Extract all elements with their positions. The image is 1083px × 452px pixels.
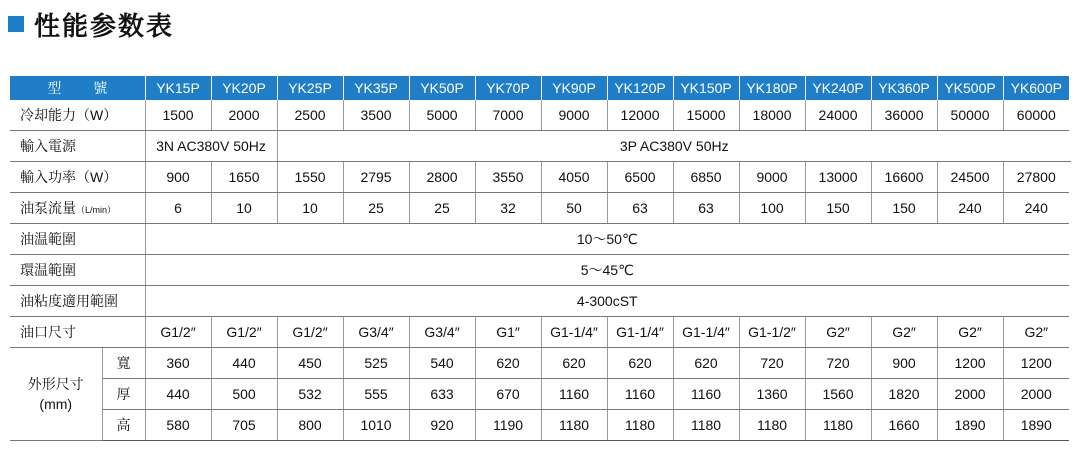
table-cell: 1180 [739,410,805,441]
model-header: YK25P [277,76,343,100]
table-cell: G1″ [475,317,541,348]
table-cell: G1/2″ [277,317,343,348]
model-header: YK70P [475,76,541,100]
table-cell: 440 [211,348,277,379]
cooling-capacity-row [10,100,1071,131]
table-cell: 900 [145,162,211,193]
row-label-text: 油口尺寸 [20,324,76,340]
model-header: YK180P [739,76,805,100]
viscosity-row-value: 4-300cST [145,286,1069,317]
table-cell: 1550 [277,162,343,193]
spec-table [10,76,1071,441]
table-cell: 6500 [607,162,673,193]
table-cell: 2000 [211,100,277,131]
table-cell: 150 [871,193,937,224]
table-cell: 540 [409,348,475,379]
viscosity-row [10,286,1071,317]
table-cell: 1160 [541,379,607,410]
dimension-row-height [10,410,1071,441]
table-cell: 2000 [1003,379,1069,410]
table-cell: 1890 [937,410,1003,441]
table-cell: 24000 [805,100,871,131]
dimension-sublabel-depth: 厚 [102,379,145,410]
model-header: YK120P [607,76,673,100]
table-cell: 620 [673,348,739,379]
table-cell: 620 [475,348,541,379]
table-cell: G1/2″ [211,317,277,348]
model-header: YK240P [805,76,871,100]
table-cell: 100 [739,193,805,224]
row-label-text: 輸入功率（W） [20,169,118,185]
table-cell: 1820 [871,379,937,410]
table-cell: 500 [211,379,277,410]
ambient-temp-row [10,255,1071,286]
table-cell: 720 [739,348,805,379]
table-cell: 440 [145,379,211,410]
dimension-sublabel-height: 高 [102,410,145,441]
table-cell: 1180 [673,410,739,441]
table-cell: 2500 [277,100,343,131]
table-cell: 1660 [871,410,937,441]
table-cell: G1-1/4″ [607,317,673,348]
cooling-capacity-row-label [10,100,145,131]
table-cell: 24500 [937,162,1003,193]
table-cell: 4050 [541,162,607,193]
header-row [10,76,1071,100]
table-cell: 525 [343,348,409,379]
table-cell: 50000 [937,100,1003,131]
page-title: 性能参数表 [34,11,175,42]
port-size-row [10,317,1071,348]
table-cell: 63 [673,193,739,224]
table-cell: 6850 [673,162,739,193]
table-cell: 1200 [937,348,1003,379]
table-cell: 670 [475,379,541,410]
table-cell: 532 [277,379,343,410]
table-cell: 1180 [805,410,871,441]
table-cell: 6 [145,193,211,224]
model-header: YK500P [937,76,1003,100]
dimension-row-width [10,348,1071,379]
table-cell: 50 [541,193,607,224]
oil-temp-row-value: 10～50℃ [145,224,1069,255]
model-header: YK15P [145,76,211,100]
table-cell: 18000 [739,100,805,131]
table-cell: 580 [145,410,211,441]
table-cell: G1-1/2″ [739,317,805,348]
viscosity-row-label: 油粘度適用範圍 [10,286,145,317]
table-cell: 800 [277,410,343,441]
table-cell: 27800 [1003,162,1069,193]
oil-temp-row [10,224,1071,255]
table-cell: 3500 [343,100,409,131]
table-cell: 620 [541,348,607,379]
table-cell: 13000 [805,162,871,193]
table-cell: G1-1/4″ [541,317,607,348]
table-cell: 5000 [409,100,475,131]
table-cell: 633 [409,379,475,410]
dimensions-unit: (mm) [39,396,73,412]
table-cell: 7000 [475,100,541,131]
table-cell: 1180 [607,410,673,441]
dimension-row-depth [10,379,1071,410]
table-cell: 620 [607,348,673,379]
table-cell: 1360 [739,379,805,410]
table-cell: G2″ [871,317,937,348]
pump-flow-row-label [10,193,145,224]
table-cell: 920 [409,410,475,441]
power-source-label: 輸入電源 [10,131,145,162]
table-cell: 15000 [673,100,739,131]
table-cell: 1650 [211,162,277,193]
table-cell: 720 [805,348,871,379]
table-cell: 705 [211,410,277,441]
table-cell: 2795 [343,162,409,193]
dimension-sublabel-width: 寬 [102,348,145,379]
table-cell: G3/4″ [409,317,475,348]
table-cell: 1190 [475,410,541,441]
power-source-row [10,131,1071,162]
model-header: YK150P [673,76,739,100]
table-cell: G2″ [937,317,1003,348]
table-cell: 900 [871,348,937,379]
model-header: YK35P [343,76,409,100]
table-cell: 150 [805,193,871,224]
table-cell: 63 [607,193,673,224]
model-header: YK20P [211,76,277,100]
table-cell: 2000 [937,379,1003,410]
model-header: YK50P [409,76,475,100]
page-title-block [8,6,174,42]
header-label: 型 號 [10,76,145,100]
table-cell: 25 [409,193,475,224]
table-cell: 2800 [409,162,475,193]
table-cell: G1/2″ [145,317,211,348]
table-cell: 10 [211,193,277,224]
table-cell: G2″ [805,317,871,348]
input-power-row-label [10,162,145,193]
row-label-text: 冷却能力（W） [20,107,118,123]
ambient-temp-row-label: 環温範圍 [10,255,145,286]
model-header: YK360P [871,76,937,100]
power-source-rest: 3P AC380V 50Hz [277,131,1071,162]
port-size-row-label [10,317,145,348]
table-cell: G1-1/4″ [673,317,739,348]
table-cell: 10 [277,193,343,224]
table-cell: 60000 [1003,100,1069,131]
model-header: YK600P [1003,76,1069,100]
table-cell: G2″ [1003,317,1069,348]
table-cell: 450 [277,348,343,379]
table-cell: 1560 [805,379,871,410]
table-cell: 1890 [1003,410,1069,441]
table-cell: 360 [145,348,211,379]
table-cell: 36000 [871,100,937,131]
table-cell: 32 [475,193,541,224]
ambient-temp-row-value: 5～45℃ [145,255,1069,286]
table-cell: 9000 [541,100,607,131]
table-cell: 1200 [1003,348,1069,379]
dimensions-label [10,348,102,441]
row-label-text: 油泵流量 [20,200,76,216]
table-cell: 1160 [607,379,673,410]
table-cell: 1010 [343,410,409,441]
table-cell: 25 [343,193,409,224]
table-cell: 9000 [739,162,805,193]
input-power-row [10,162,1071,193]
square-bullet-icon [8,16,24,32]
model-header: YK90P [541,76,607,100]
table-cell: 16600 [871,162,937,193]
dimensions-label-text: 外形尺寸 [27,376,84,392]
row-unit: （L/min） [76,205,117,215]
table-cell: 1160 [673,379,739,410]
table-cell: 12000 [607,100,673,131]
pump-flow-row [10,193,1071,224]
table-cell: 1180 [541,410,607,441]
table-cell: 555 [343,379,409,410]
table-cell: 1500 [145,100,211,131]
table-cell: 240 [1003,193,1069,224]
table-cell: G3/4″ [343,317,409,348]
oil-temp-row-label: 油温範圍 [10,224,145,255]
power-source-first: 3N AC380V 50Hz [145,131,277,162]
table-cell: 3550 [475,162,541,193]
table-cell: 240 [937,193,1003,224]
